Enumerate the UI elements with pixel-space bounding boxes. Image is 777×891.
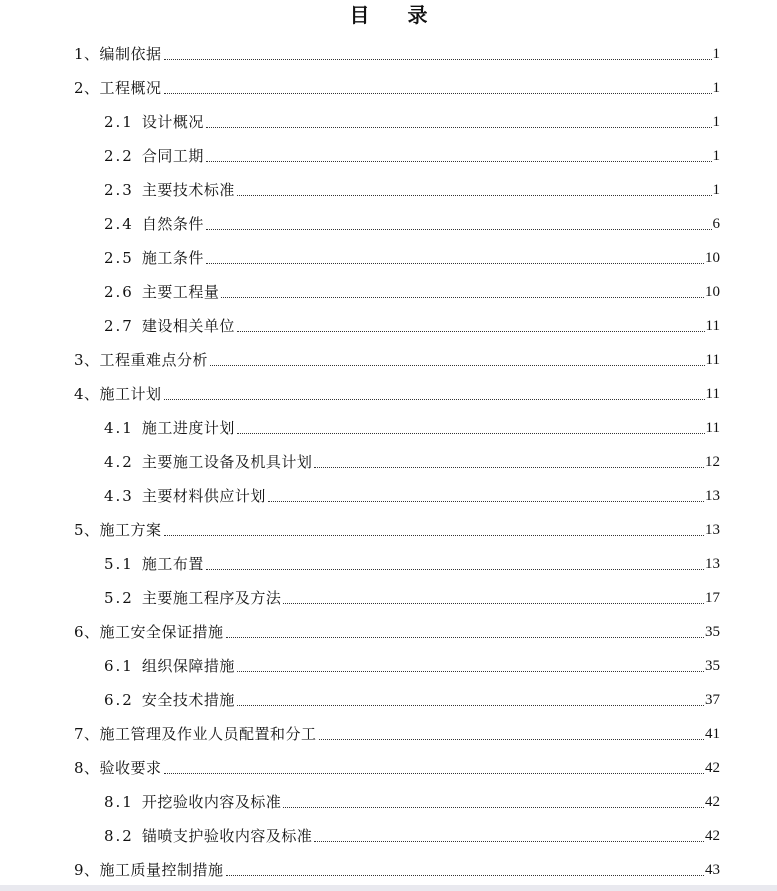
toc-page-number: 1 [712, 148, 720, 164]
toc-entry-number: 2.4 [104, 215, 134, 233]
toc-page-number: 1 [712, 182, 720, 198]
dot-leader [319, 738, 704, 740]
toc-entry-number: 1、 [74, 45, 100, 63]
toc-entry[interactable] [0, 853, 720, 887]
dot-leader [206, 126, 712, 128]
toc-entry-number: 2.7 [104, 317, 134, 335]
toc-page-number: 35 [705, 624, 720, 640]
toc-entry-text: 建设相关单位 [141, 317, 235, 335]
dot-leader [164, 58, 712, 60]
toc-entry[interactable] [0, 547, 720, 581]
toc-entry[interactable] [0, 479, 720, 513]
toc-page-number: 10 [705, 284, 720, 300]
toc-entry-text: 锚喷支护验收内容及标准 [141, 827, 313, 845]
toc-entry[interactable] [0, 377, 720, 411]
dot-leader [210, 364, 704, 366]
toc-entry-label [74, 377, 162, 411]
toc-entry-number: 2.6 [104, 283, 134, 301]
toc-entry-text: 主要技术标准 [141, 181, 235, 199]
dot-leader [237, 670, 704, 672]
toc-entry[interactable] [0, 751, 720, 785]
toc-entry-text: 自然条件 [141, 215, 204, 233]
toc-entry-label [104, 309, 235, 343]
toc-entry-text: 验收要求 [99, 759, 162, 777]
toc-entry[interactable] [0, 615, 720, 649]
toc-entry-number: 5.1 [104, 555, 134, 573]
toc-page-number: 1 [712, 80, 720, 96]
toc-page-number: 1 [712, 46, 720, 62]
toc-entry-number: 5.2 [104, 589, 134, 607]
toc-entry[interactable] [0, 37, 720, 71]
toc-entry-text: 主要材料供应计划 [141, 487, 266, 505]
toc-page-number: 11 [705, 352, 720, 368]
toc-entry-number: 9、 [74, 861, 100, 879]
toc-page-number: 41 [705, 726, 720, 742]
toc-entry-text: 组织保障措施 [141, 657, 235, 675]
toc-entry-text: 合同工期 [141, 147, 204, 165]
dot-leader [268, 500, 704, 502]
toc-page-number: 12 [705, 454, 720, 470]
toc-entry-label [104, 785, 281, 819]
dot-leader [237, 330, 705, 332]
dot-leader [226, 874, 704, 876]
toc-entry[interactable] [0, 275, 720, 309]
toc-entry-label [104, 581, 281, 615]
toc-entry[interactable] [0, 71, 720, 105]
toc-page-number: 43 [705, 862, 720, 878]
toc-entry-text: 施工条件 [141, 249, 204, 267]
toc-page-number: 10 [705, 250, 720, 266]
toc-page-number: 13 [705, 556, 720, 572]
toc-entry[interactable] [0, 819, 720, 853]
toc-entry[interactable] [0, 411, 720, 445]
toc-entry-label [74, 615, 224, 649]
toc-entry-label [74, 343, 208, 377]
toc-entry-text: 设计概况 [141, 113, 204, 131]
toc-entry-number: 2.5 [104, 249, 134, 267]
dot-leader [206, 568, 704, 570]
dot-leader [314, 840, 704, 842]
toc-entry-label [104, 275, 219, 309]
toc-entry-number: 4、 [74, 385, 100, 403]
toc-page-number: 42 [705, 794, 720, 810]
table-of-contents [0, 37, 777, 887]
toc-entry-text: 开挖验收内容及标准 [141, 793, 282, 811]
toc-entry-label [104, 105, 204, 139]
toc-page-number: 11 [705, 386, 720, 402]
toc-entry[interactable] [0, 785, 720, 819]
toc-entry-number: 4.3 [104, 487, 134, 505]
toc-title-char: 目 [349, 3, 370, 27]
dot-leader [164, 772, 704, 774]
dot-leader [164, 92, 712, 94]
page-bottom-edge [0, 885, 777, 891]
dot-leader [283, 806, 704, 808]
dot-leader [314, 466, 704, 468]
toc-entry-label [104, 241, 204, 275]
toc-entry-label [104, 173, 235, 207]
toc-page-number: 42 [705, 760, 720, 776]
toc-page-number: 35 [705, 658, 720, 674]
toc-entry[interactable] [0, 241, 720, 275]
toc-entry-label [74, 37, 162, 71]
toc-entry-number: 8.1 [104, 793, 134, 811]
toc-entry[interactable] [0, 139, 720, 173]
toc-entry-label [74, 853, 224, 887]
toc-entry[interactable] [0, 105, 720, 139]
toc-entry-label [74, 751, 162, 785]
toc-entry-number: 2.3 [104, 181, 134, 199]
dot-leader [237, 432, 705, 434]
toc-entry-label [104, 411, 235, 445]
toc-entry[interactable] [0, 649, 720, 683]
toc-entry-number: 6.2 [104, 691, 134, 709]
toc-entry-label [74, 71, 162, 105]
toc-entry[interactable] [0, 207, 720, 241]
toc-entry-number: 3、 [74, 351, 100, 369]
dot-leader [283, 602, 704, 604]
toc-entry-label [74, 717, 317, 751]
toc-entry[interactable] [0, 683, 720, 717]
toc-entry-text: 主要施工设备及机具计划 [141, 453, 313, 471]
toc-title [0, 0, 777, 30]
toc-entry[interactable] [0, 717, 720, 751]
toc-entry-label [104, 445, 312, 479]
dot-leader [206, 228, 712, 230]
toc-title-char: 录 [407, 3, 428, 27]
toc-entry[interactable] [0, 445, 720, 479]
toc-entry-label [104, 479, 266, 513]
dot-leader [237, 194, 712, 196]
toc-entry-number: 2.1 [104, 113, 134, 131]
toc-entry[interactable] [0, 513, 720, 547]
toc-entry-text: 安全技术措施 [141, 691, 235, 709]
toc-page-number: 11 [705, 420, 720, 436]
toc-entry-text: 施工管理及作业人员配置和分工 [99, 725, 317, 743]
toc-entry-label [104, 207, 204, 241]
toc-entry[interactable] [0, 581, 720, 615]
dot-leader [206, 262, 704, 264]
toc-entry-number: 2.2 [104, 147, 134, 165]
dot-leader [206, 160, 712, 162]
toc-entry-text: 施工计划 [99, 385, 162, 403]
toc-entry-number: 8、 [74, 759, 100, 777]
toc-page-number: 17 [705, 590, 720, 606]
toc-page-number: 13 [705, 522, 720, 538]
toc-entry-text: 工程概况 [99, 79, 162, 97]
toc-entry-label [104, 547, 204, 581]
toc-entry-number: 6.1 [104, 657, 134, 675]
toc-page-number: 42 [705, 828, 720, 844]
toc-entry-label [104, 649, 235, 683]
toc-entry-text: 施工安全保证措施 [99, 623, 224, 641]
toc-entry-text: 施工质量控制措施 [99, 861, 224, 879]
toc-entry-number: 8.2 [104, 827, 134, 845]
toc-entry-label [74, 513, 162, 547]
toc-entry[interactable] [0, 309, 720, 343]
dot-leader [237, 704, 704, 706]
toc-entry-text: 施工布置 [141, 555, 204, 573]
toc-page-number: 1 [712, 114, 720, 130]
toc-entry-text: 编制依据 [99, 45, 162, 63]
toc-entry-label [104, 683, 235, 717]
toc-entry-label [104, 139, 204, 173]
dot-leader [164, 534, 704, 536]
toc-entry[interactable] [0, 343, 720, 377]
dot-leader [221, 296, 704, 298]
dot-leader [164, 398, 705, 400]
toc-entry-text: 施工方案 [99, 521, 162, 539]
toc-entry-label [104, 819, 312, 853]
toc-entry-text: 主要工程量 [141, 283, 220, 301]
toc-page-number: 11 [705, 318, 720, 334]
dot-leader [226, 636, 704, 638]
toc-entry-number: 5、 [74, 521, 100, 539]
toc-page-number: 6 [712, 216, 720, 232]
toc-page-number: 37 [705, 692, 720, 708]
toc-entry-number: 6、 [74, 623, 100, 641]
toc-entry[interactable] [0, 173, 720, 207]
toc-entry-text: 施工进度计划 [141, 419, 235, 437]
toc-entry-text: 主要施工程序及方法 [141, 589, 282, 607]
toc-entry-number: 7、 [74, 725, 100, 743]
toc-entry-number: 4.2 [104, 453, 134, 471]
toc-entry-text: 工程重难点分析 [99, 351, 209, 369]
toc-entry-number: 2、 [74, 79, 100, 97]
toc-page-number: 13 [705, 488, 720, 504]
toc-entry-number: 4.1 [104, 419, 134, 437]
